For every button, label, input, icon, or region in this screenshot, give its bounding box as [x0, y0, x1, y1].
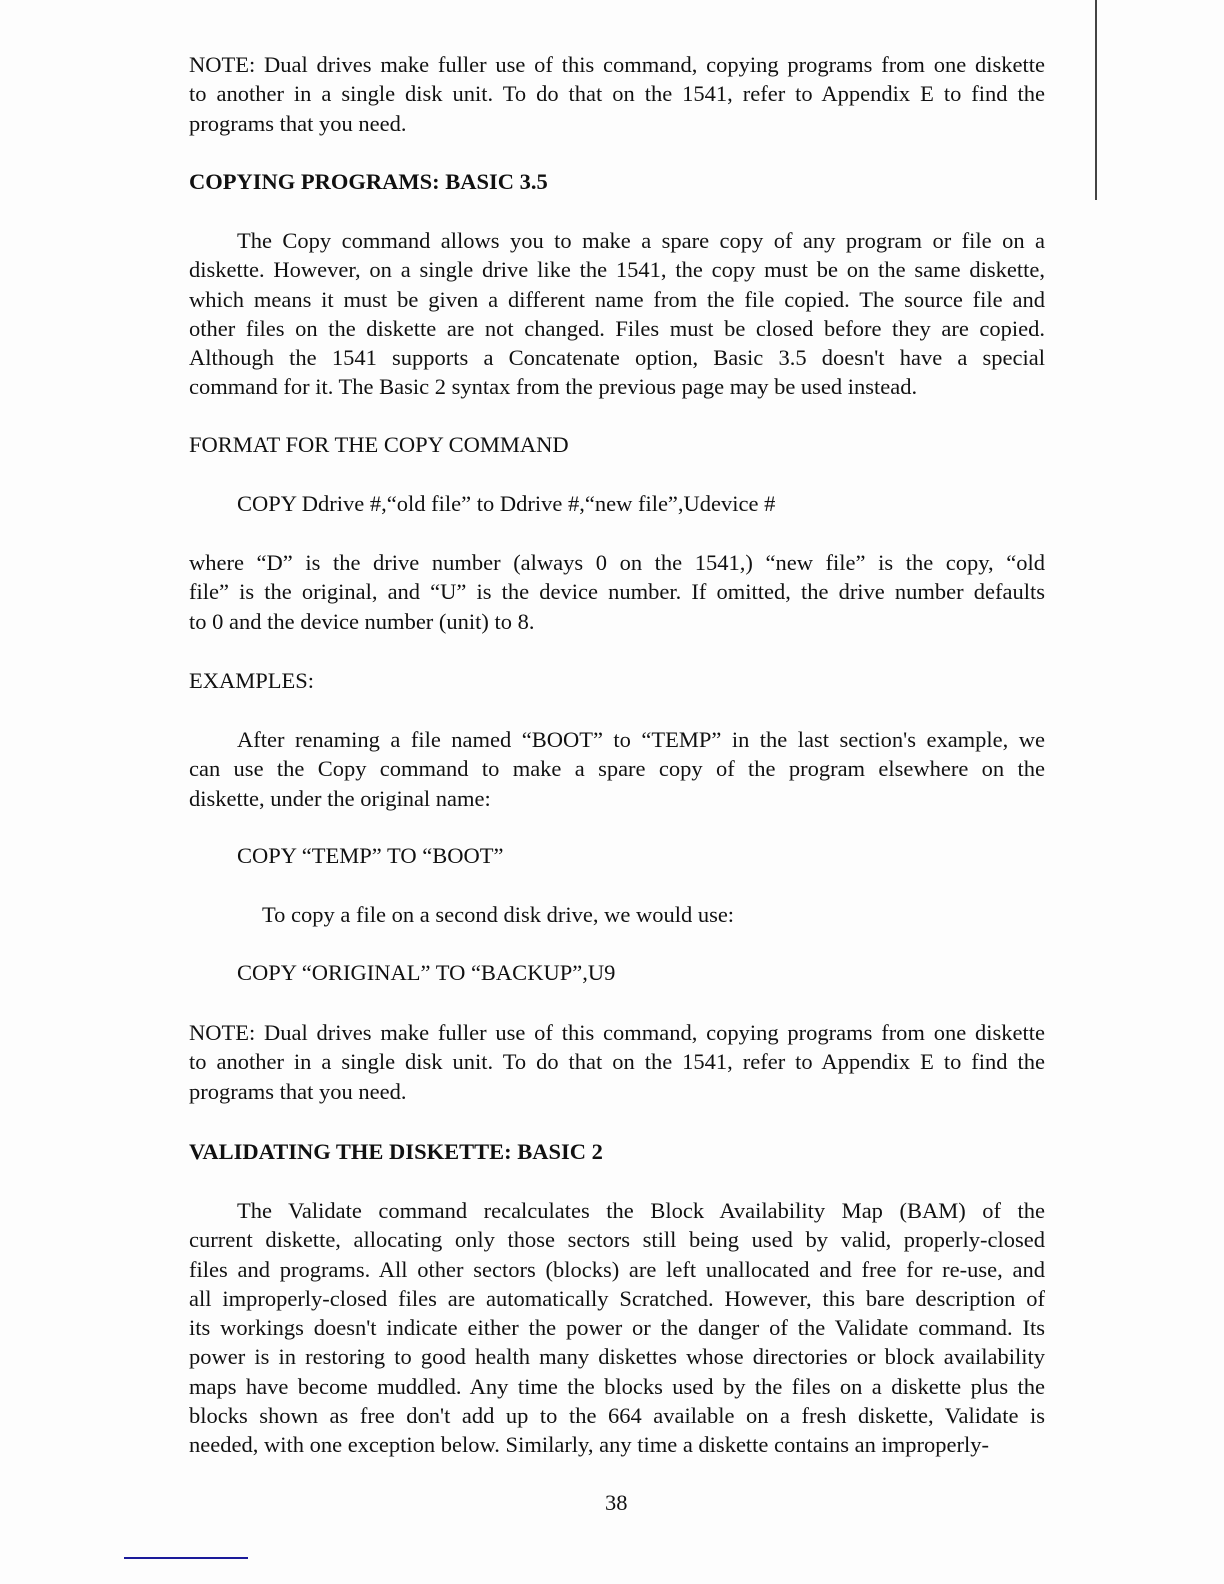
text-line: current diskette, allocating only those sectors still being used by valid, properly-closed: [189, 1227, 1045, 1253]
text-line: file” is the original, and “U” is the device number. If omitted, the drive number defaults: [189, 579, 1045, 605]
text-line: FORMAT FOR THE COPY COMMAND: [189, 432, 569, 457]
text-line: files and programs. All other sectors (blocks) are left unallocated and free for re-use, and: [189, 1256, 1045, 1282]
examples-heading: [189, 666, 1045, 695]
text-line: Although the 1541 supports a Concatenate option, Basic 3.5 doesn't have a special: [189, 345, 1045, 371]
text-line: To copy a file on a second disk drive, we would use:: [262, 902, 735, 927]
text-line: can use the Copy command to make a spare copy of the program elsewhere on the: [189, 756, 1045, 782]
text-line: programs that you need.: [189, 110, 407, 136]
text-line: diskette. However, on a single drive like the 1541, the copy must be on the same diskette,: [189, 257, 1045, 283]
page-number: 38: [605, 1490, 628, 1515]
format-syntax: [237, 489, 775, 518]
text-line: to another in a single disk unit. To do that on the 1541, refer to Appendix E to find the: [189, 81, 1045, 107]
example-second-drive: [262, 900, 734, 929]
text-line: its workings doesn't indicate either the power or the danger of the Validate command. Its: [189, 1315, 1045, 1341]
heading-copying-programs: [189, 167, 1045, 196]
text-line: all improperly-closed files are automatically Scratched. However, this bare description of: [189, 1285, 1045, 1311]
text-line: to 0 and the device number (unit) to 8.: [189, 608, 535, 634]
text-line: which means it must be given a different name from the file copied. The source file and: [189, 286, 1045, 312]
copy-description: [189, 226, 1045, 402]
footnote-rule: [124, 1557, 248, 1559]
text-line: COPYING PROGRAMS: BASIC 3.5: [189, 169, 548, 194]
text-line: programs that you need.: [189, 1078, 407, 1104]
text-line: to another in a single disk unit. To do that on the 1541, refer to Appendix E to find the: [189, 1049, 1045, 1075]
text-line: diskette, under the original name:: [189, 785, 491, 811]
text-line: COPY Ddrive #,“old file” to Ddrive #,“new file”,Udevice #: [237, 491, 776, 516]
text-line: NOTE: Dual drives make fuller use of this command, copying programs from one diskette: [189, 1020, 1045, 1045]
example-intro: [189, 725, 1045, 813]
text-line: NOTE: Dual drives make fuller use of this command, copying programs from one diskette: [189, 52, 1045, 77]
heading-validating: [189, 1137, 1045, 1166]
text-line: VALIDATING THE DISKETTE: BASIC 2: [189, 1139, 603, 1164]
note-1: [189, 50, 1045, 138]
text-line: maps have become muddled. Any time the blocks used by the files on a diskette plus the: [189, 1373, 1045, 1399]
scan-edge-line: [1095, 0, 1097, 200]
text-line: COPY “TEMP” TO “BOOT”: [237, 843, 504, 868]
text-line: EXAMPLES:: [189, 668, 315, 693]
text-line: COPY “ORIGINAL” TO “BACKUP”,U9: [237, 960, 616, 985]
validate-description: [189, 1196, 1045, 1460]
note-2: [189, 1018, 1045, 1106]
text-line: power is in restoring to good health many diskettes whose directories or block availability: [189, 1344, 1045, 1370]
text-line: other files on the diskette are not changed. Files must be closed before they are copied.: [189, 315, 1045, 341]
format-heading: [189, 430, 1045, 459]
text-line: command for it. The Basic 2 syntax from the previous page may be used instead.: [189, 374, 918, 400]
text-line: where “D” is the drive number (always 0 on the 1541,) “new file” is the copy, “old: [189, 550, 1045, 575]
example-code-1: [237, 841, 503, 870]
text-line: The Copy command allows you to make a spare copy of any program or file on a: [237, 228, 1045, 253]
text-line: blocks shown as free don't add up to the 664 available on a fresh diskette, Validate is: [189, 1403, 1045, 1429]
format-explanation: [189, 548, 1045, 636]
example-code-2: [237, 958, 615, 987]
text-line: needed, with one exception below. Similarly, any time a diskette contains an improperly-: [189, 1432, 989, 1458]
text-line: The Validate command recalculates the Block Availability Map (BAM) of the: [237, 1198, 1045, 1223]
text-line: After renaming a file named “BOOT” to “TEMP” in the last section's example, we: [237, 727, 1045, 752]
